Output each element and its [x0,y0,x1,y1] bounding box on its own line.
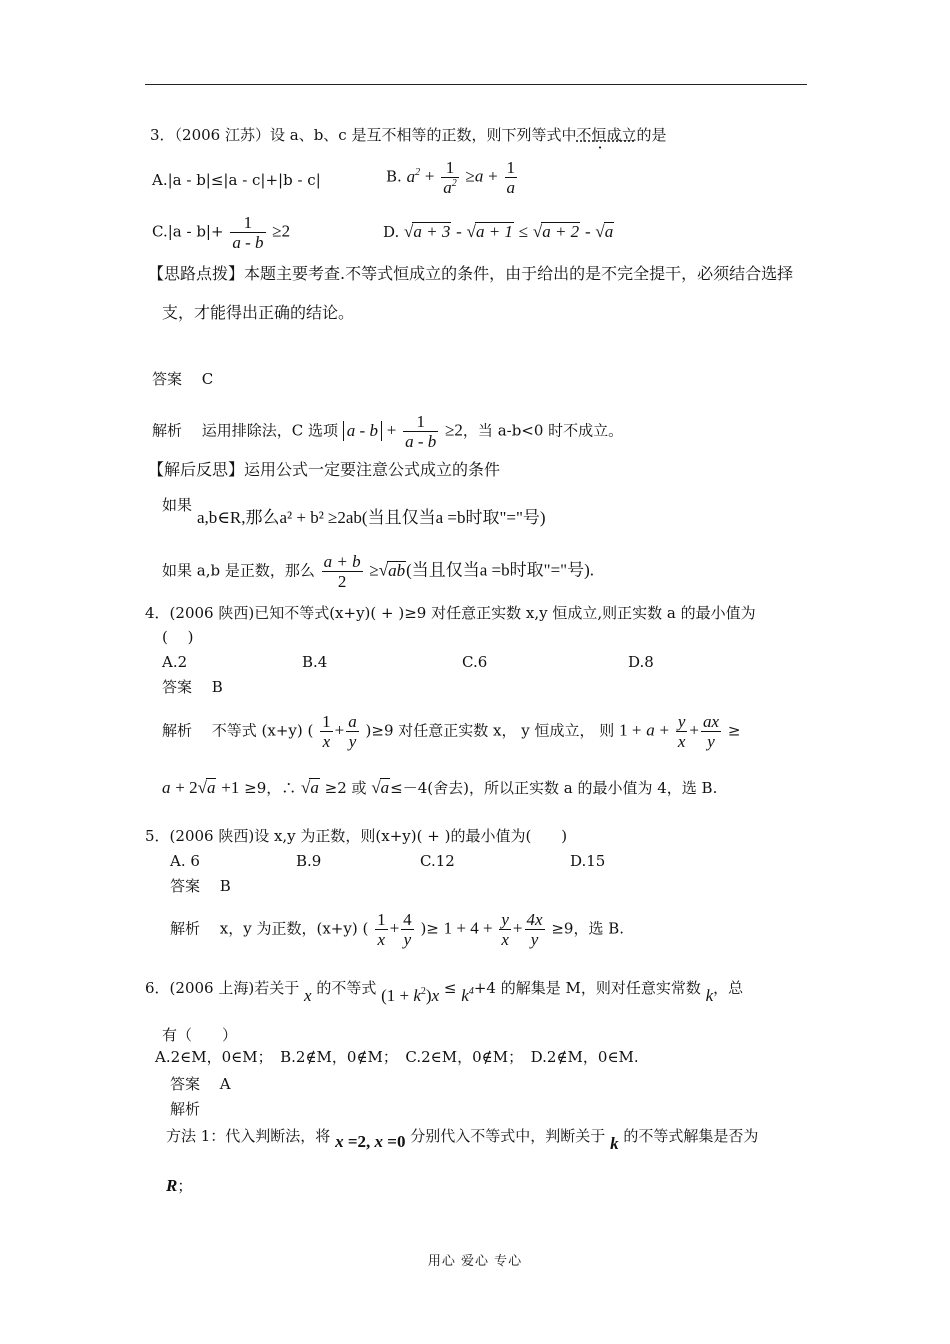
q6-stem-e: ，总 [713,979,744,997]
q6-stem-c: ≤ [443,979,457,997]
q3-stem-emphasis: 不恒成立 [576,126,637,144]
q5-analysis: 解析 x，y 为正数，(x+y) ( $\frac{1}{x}$ + $\frac{4}{y}$ )≥ 1 + 4 + $\frac{y}{x}$ + $\frac{4x}{y}$ ≥9，选 B. [170,910,625,949]
q6-stem-d: +4 的解集是 M，则对任意实常数 [473,979,701,997]
q3-option-b-label: B. [386,167,402,186]
q4-line2-c: ≤－4(舍去)，所以正实数 a 的最小值为 4，选 B. [390,779,718,797]
q3-if2: 如果 a,b 是正数，那么 $\frac{a + b}{2}$ ≥√ab(当且仅当a =b时取"="号). [162,552,595,591]
q4-answer: 答案 B [162,678,223,696]
q4-stem-paren: ( ) [162,628,194,646]
q3-stem-text: 3．（2006 江苏）设 a、b、c 是互不相等的正数，则下列等式中 [150,126,577,144]
q5-option-c: C.12 [420,852,455,870]
q3-if2-tail: (当且仅当a =b时取"="号). [406,560,595,580]
q6-stem-a: 6．(2006 上海)若关于 [145,979,300,997]
q3-hint-cont: 支，才能得出正确的结论。 [162,303,355,322]
q4-option-a: A.2 [162,653,188,671]
q4-analysis-text: 解析 不等式 (x+y) ( [162,721,314,740]
q3-if1-label: 如果 [162,496,193,514]
q4-analysis-mid: )≥9 对任意正实数 x， y 恒成立， 则 [365,721,615,740]
q4-stem: 4．(2006 陕西)已知不等式(x+y)( + )≥9 对任意正实数 x,y 恒成立,则正实数 a 的最小值为 [145,604,756,622]
q5-option-b: B.9 [296,852,322,870]
q6-stem-b: 的不等式 [316,979,377,997]
q5-answer: 答案 B [170,877,231,895]
q6-options: A.2∈M，0∈M； B.2∉M，0∉M； C.2∈M，0∉M； D.2∉M，0∈M. [155,1048,639,1066]
q4-option-d: D.8 [628,653,654,671]
q4-analysis-line2: a + 2√a +1 ≥9，∴ √a ≥2 或 √a≤－4(舍去)，所以正实数 a 的最小值为 4，选 B. [162,778,718,797]
q5-stem: 5．(2006 陕西)设 x,y 为正数，则(x+y)( + )的最小值为( ) [145,827,568,845]
q3-stem-tail: 的是 [636,126,667,144]
q3-analysis: 解析 运用排除法，C 选项 a - b + $\frac{1}{a - b}$ ≥2，当 a-b<0 时不成立。 [152,412,624,451]
q4-analysis-geq: ≥ [727,721,741,740]
q3-if1-formula: a,b∈R,那么a² + b² ≥2ab(当且仅当a =b时取"="号) [197,508,546,527]
q5-analysis-mid: )≥ [420,919,439,938]
q6-answer: 答案 A [170,1075,231,1093]
q3-reflection: 【解后反思】运用公式一定要注意公式成立的条件 [148,460,501,479]
q3-answer: 答案 C [152,370,214,388]
page-footer: 用心 爱心 专心 [427,1254,523,1269]
q3-option-d-label: D. [383,223,400,241]
q3-hint: 【思路点拨】本题主要考查.不等式恒成立的条件，由于给出的是不完全提干，必须结合选择 [148,264,794,283]
q4-option-b: B.4 [302,653,328,671]
q6-method: 方法 1：代入判断法，将 x =2, x =0 分别代入不等式中，判断关于 k 的不等式解集是否为 [166,1127,759,1153]
q3-analysis-text: 解析 运用排除法，C 选项 [152,421,339,440]
q6-set-r-tail: ； [177,1177,193,1195]
q6-method-a: 方法 1：代入判断法，将 [166,1127,331,1145]
q5-analysis-tail: ≥9，选 B. [551,919,625,938]
q3-option-c-label: C. [152,222,168,241]
q3-analysis-tail: ，当 a-b<0 时不成立。 [462,421,624,440]
q6-stem: 6．(2006 上海)若关于 x 的不等式 $(1 + k^2)x \le k^4+4$ 的解集是 M，则对任意实常数 k，总 [145,979,744,1005]
q4-line2-b: ≥2 或 [324,779,367,797]
q5-analysis-text: 解析 x，y 为正数，(x+y) ( [170,919,369,938]
q6-method-b: 分别代入不等式中，判断关于 [410,1127,606,1145]
q3-stem [150,125,667,145]
q5-option-d: D.15 [570,852,606,870]
header-rule [145,84,807,85]
q6-set-r [166,1176,192,1196]
q3-option-a: A.|a - b|≤|a - c|+|b - c| [152,171,321,189]
q6-stem-paren: 有（ ） [162,1026,238,1044]
q4-analysis: 解析 不等式 (x+y) ( $\frac{1}{x}$ + $\frac{a}{y}$ )≥9 对任意正实数 x， y 恒成立， 则 1 + a + $\frac{y}{x}$ + $\frac{ax}{y}$ ≥ [162,712,741,751]
q4-option-c: C.6 [462,653,488,671]
q6-set-r-symbol: R [166,1176,178,1195]
q3-option-d: D. √a + 3 - √a + 1 ≤ √a + 2 - √a [383,222,614,241]
q3-if2-text: 如果 a,b 是正数，那么 [162,561,315,580]
q6-method-c: 的不等式解集是否为 [623,1127,759,1145]
q4-line2-a: ≥9，∴ [244,779,297,797]
q5-option-a: A. 6 [170,852,200,870]
q3-option-c: C.|a - b|+ $\frac{1}{a - b}$ ≥2 [152,213,291,252]
q6-analysis: 解析 [170,1100,201,1118]
q3-option-b: B. $a^2$ + $\frac{1}{a^2}$ ≥a + $\frac{1}{a}$ [386,158,516,197]
